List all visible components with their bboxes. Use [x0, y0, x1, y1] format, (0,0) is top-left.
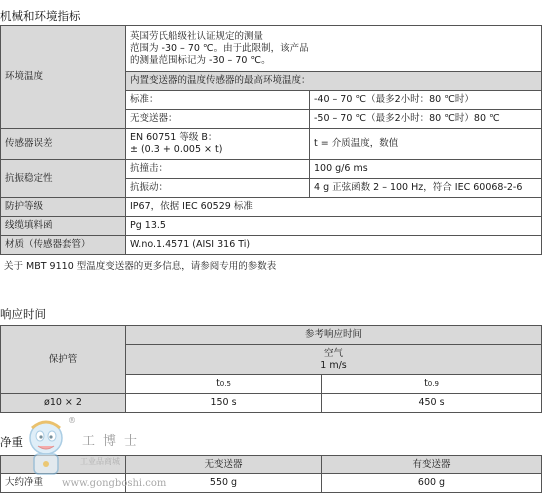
weight-no-transmitter-header: 无变送器 [126, 456, 322, 474]
standard-value: -40 – 70 ℃（最多2小时：80 ℃时） [310, 91, 542, 110]
sensor-error-label: 传感器误差 [1, 129, 126, 160]
shock-label: 抗撞击： [126, 160, 310, 179]
t09-value: 450 s [322, 394, 542, 413]
vibration-label: 抗振动： [126, 179, 310, 198]
sensor-error-value: EN 60751 等级 B： ± (0.3 + 0.005 × t) [126, 129, 310, 160]
footnote: 关于 MBT 9110 型温度变送器的更多信息，请参阅专用的参数表 [4, 261, 277, 272]
weight-blank-header [1, 456, 126, 474]
weight-table [0, 455, 542, 493]
protection-label: 防护等级 [1, 198, 126, 217]
t09-header: t0.9 [322, 375, 542, 394]
watermark-reg-mark: ® [68, 416, 76, 425]
vibration-value: 4 g 正弦函数 2 – 100 Hz，符合 IEC 60068-2-6 [310, 179, 542, 198]
reference-response-header: 参考响应时间 [126, 326, 542, 345]
net-weight-with-transmitter: 600 g [322, 474, 542, 493]
mechanical-spec-table [0, 25, 542, 255]
builtin-transmitter-header: 内置变送器的温度传感器的最高环境温度： [126, 72, 542, 91]
material-value: W.no.1.4571 (AISI 316 Ti) [126, 236, 542, 255]
net-weight-label: 大约净重 [1, 474, 126, 493]
response-time-table [0, 325, 542, 413]
net-weight-no-transmitter: 550 g [126, 474, 322, 493]
section-title-response: 响应时间 [0, 307, 46, 321]
watermark-brand: 工博士 [82, 434, 146, 449]
weight-with-transmitter-header: 有变送器 [322, 456, 542, 474]
stability-label: 抗振稳定性 [1, 160, 126, 198]
cable-gland-label: 线缆填料函 [1, 217, 126, 236]
protection-value: IP67，依据 IEC 60529 标准 [126, 198, 542, 217]
protection-tube-header: 保护管 [1, 326, 126, 394]
t05-value: 150 s [126, 394, 322, 413]
material-label: 材质（传感器套管） [1, 236, 126, 255]
t05-header: t0.5 [126, 375, 322, 394]
sensor-error-note: t = 介质温度，数值 [310, 129, 542, 160]
cable-gland-value: Pg 13.5 [126, 217, 542, 236]
watermark-tagline: 工业品商城 [80, 457, 120, 466]
shock-value: 100 g/6 ms [310, 160, 542, 179]
no-transmitter-label: 无变送器： [126, 110, 310, 129]
watermark-url: www.gongboshi.com [62, 478, 167, 489]
section-title-weight: 净重 [0, 435, 23, 449]
no-transmitter-value: -50 – 70 ℃（最多2小时：80 ℃时）80 ℃ [310, 110, 542, 129]
env-temp-label: 环境温度 [1, 26, 126, 129]
tube-size: ø10 × 2 [1, 394, 126, 413]
air-medium-header: 空气 1 m/s [126, 345, 542, 375]
section-title-mechanical: 机械和环境指标 [0, 9, 81, 23]
env-temp-description: 英国劳氏船级社认证规定的测量 范围为 -30 – 70 ℃。由于此限制，该产品 的测量范围标记为 -30 – 70 ℃。 [126, 26, 542, 72]
standard-label: 标准： [126, 91, 310, 110]
